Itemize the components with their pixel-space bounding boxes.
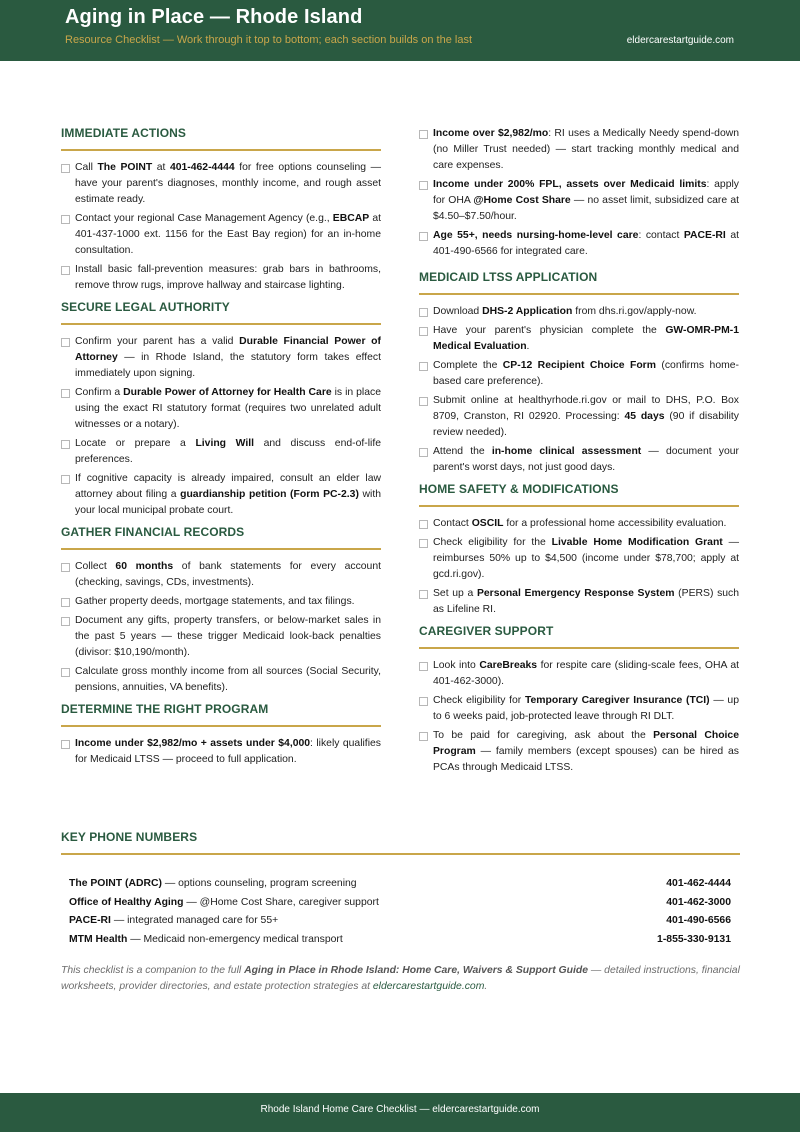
checklist-section	[419, 624, 739, 776]
contact-name: The POINT (ADRC)	[69, 878, 162, 889]
item-text: — reimburses 50% up to $4,500 (income under $78,700; apply at gcd.ri.gov).	[433, 537, 739, 580]
checklist-item	[61, 334, 381, 382]
checkbox[interactable]	[61, 563, 70, 572]
item-text: with your local municipal probate court.	[75, 489, 381, 516]
item-text: Confirm your parent has a valid	[75, 336, 240, 347]
item-text: Locate or prepare a	[75, 438, 196, 449]
item-emphasis: 45 days	[624, 411, 665, 422]
checklist	[419, 304, 739, 476]
item-emphasis: 401-462-4444	[169, 162, 235, 173]
item-text: Look into	[433, 660, 480, 671]
checklist-item	[61, 262, 381, 294]
item-emphasis: CP-12 Recipient Choice Form	[502, 360, 656, 371]
checklist-section	[419, 482, 739, 618]
header-site-link[interactable]: eldercarestartguide.com	[626, 35, 734, 46]
checkbox[interactable]	[61, 475, 70, 484]
item-emphasis: DHS-2 Application	[482, 306, 573, 317]
phone-number[interactable]: 401-462-4444	[666, 878, 731, 889]
checklist	[419, 516, 739, 618]
checkbox[interactable]	[419, 362, 428, 371]
item-text: (confirms home-based care preference).	[433, 360, 739, 387]
phone-contact	[69, 931, 343, 950]
item-emphasis: OSCIL	[471, 518, 504, 529]
checklist-item	[61, 613, 381, 661]
checklist-item	[61, 471, 381, 519]
checklist-item	[419, 693, 739, 725]
page-footer	[0, 1093, 800, 1132]
footer-text: Rhode Island Home Care Checklist — eldercarestartguide.com	[260, 1104, 540, 1115]
checklist	[61, 160, 381, 294]
note-text: .	[484, 981, 488, 992]
item-text: — up to 6 weeks paid, job-protected leave through RI DLT.	[433, 695, 739, 722]
phone-contact	[69, 912, 278, 931]
checklist-item	[61, 559, 381, 591]
item-text: — no asset limit, subsidized care at $4.50–$7.50/hour.	[433, 195, 739, 222]
item-text: from dhs.ri.gov/apply-now.	[572, 306, 697, 317]
phone-row	[69, 875, 731, 894]
checklist-section	[419, 270, 739, 476]
item-emphasis: Age 55+, needs nursing-home-level care	[433, 230, 639, 241]
checklist-item	[419, 444, 739, 476]
checkbox[interactable]	[61, 164, 70, 173]
item-emphasis: Income under 200% FPL, assets over Medicaid limits	[433, 179, 707, 190]
section-title: KEY PHONE NUMBERS	[61, 830, 740, 855]
item-text: Gather property deeds, mortgage statements, and tax filings.	[75, 596, 355, 607]
checklist-section	[61, 525, 381, 696]
phone-number[interactable]: 401-462-3000	[666, 896, 731, 908]
phone-contact	[69, 875, 357, 894]
checkbox[interactable]	[61, 389, 70, 398]
checkbox[interactable]	[419, 539, 428, 548]
item-emphasis: EBCAP	[332, 213, 370, 224]
item-emphasis: Durable Financial Power of Attorney	[75, 336, 381, 363]
item-text: Install basic fall-prevention measures: grab bars in bathrooms, remove throw rugs, improve hallway and staircase lighting.	[75, 264, 381, 291]
item-text: for a professional home accessibility evaluation.	[503, 518, 727, 529]
checkbox[interactable]	[419, 308, 428, 317]
item-emphasis: Income over $2,982/mo	[433, 128, 549, 139]
contact-name: Office of Healthy Aging	[69, 896, 184, 908]
checkbox[interactable]	[419, 732, 428, 741]
item-text: Contact	[433, 518, 472, 529]
checklist-item	[419, 304, 739, 320]
item-text: Document any gifts, property transfers, or below-market sales in the past 5 years — these trigger Medicaid look-back penalties (divisor: $10,190/month).	[75, 615, 381, 658]
phone-number[interactable]: 401-490-6566	[666, 915, 731, 926]
item-text: : apply for OHA	[433, 179, 739, 206]
checklist-item	[419, 658, 739, 690]
item-text: — document your parent's worst days, not just good days.	[433, 446, 739, 473]
section-title: HOME SAFETY & MODIFICATIONS	[419, 482, 739, 507]
section-title: IMMEDIATE ACTIONS	[61, 126, 381, 151]
note-text: This checklist is a companion to the full	[61, 965, 245, 976]
checklist-item	[61, 736, 381, 768]
item-emphasis: PACE-RI	[683, 230, 726, 241]
note-link[interactable]: eldercarestartguide.com	[372, 981, 485, 992]
item-text: Confirm a	[75, 387, 124, 398]
contact-description: — Medicaid non-emergency medical transport	[127, 933, 343, 945]
checklist-item	[419, 228, 739, 260]
item-emphasis: Income under $2,982/mo + assets under $4,000	[75, 738, 311, 749]
companion-note	[61, 963, 740, 995]
checklist-item	[419, 535, 739, 583]
section-title: DETERMINE THE RIGHT PROGRAM	[61, 702, 381, 727]
item-text: Submit online at healthyrhode.ri.gov or mail to DHS, P.O. Box 8709, Cranston, RI 02920. Processing:	[433, 395, 739, 422]
checkbox[interactable]	[419, 232, 428, 241]
checkbox[interactable]	[419, 448, 428, 457]
contact-name: MTM Health	[69, 933, 128, 945]
checklist	[61, 736, 381, 768]
phone-number[interactable]: 1-855-330-9131	[657, 933, 731, 945]
item-text: is in place using the exact RI statutory format (requires two unrelated adult witnesses or a notary).	[75, 387, 381, 430]
section-title: SECURE LEGAL AUTHORITY	[61, 300, 381, 325]
checkbox[interactable]	[419, 327, 428, 336]
item-text: Contact your regional Case Management Agency (e.g.,	[75, 213, 333, 224]
checkbox[interactable]	[419, 697, 428, 706]
phone-contact	[69, 894, 379, 913]
note-guide-title: Aging in Place in Rhode Island: Home Care, Waivers & Support Guide	[244, 965, 588, 976]
contact-description: — integrated managed care for 55+	[110, 915, 279, 926]
checklist-item	[61, 211, 381, 259]
checklist-item	[61, 664, 381, 696]
checklist-section	[61, 126, 381, 294]
item-text: — family members (except spouses) can be hired as PCAs through Medicaid LTSS.	[433, 746, 739, 773]
item-emphasis: Livable Home Modification Grant	[551, 537, 723, 548]
checkbox[interactable]	[61, 668, 70, 677]
item-emphasis: Personal Choice Program	[433, 730, 739, 757]
checklist-item	[61, 594, 381, 610]
item-text: Download	[433, 306, 483, 317]
item-text: at 401-490-6566 for integrated care.	[433, 230, 739, 257]
program-options-continued	[419, 126, 739, 260]
checkbox[interactable]	[419, 520, 428, 529]
item-text: at 401-437-1000 ext. 1156 for the East Bay region) for an in-home consultation.	[75, 213, 381, 256]
checkbox[interactable]	[419, 397, 428, 406]
contact-name: PACE-RI	[69, 915, 111, 926]
checklist-item	[419, 586, 739, 618]
checklist-item	[419, 393, 739, 441]
item-text: Complete the	[433, 360, 503, 371]
checklist	[61, 559, 381, 696]
item-text: Collect	[75, 561, 116, 572]
item-text: Check eligibility for the	[433, 537, 552, 548]
page-header	[0, 0, 800, 61]
item-emphasis: GW-OMR-PM-1 Medical Evaluation	[433, 325, 739, 352]
left-column	[61, 126, 381, 774]
item-emphasis: Durable Power of Attorney for Health Care	[123, 387, 332, 398]
checklist-item	[61, 385, 381, 433]
item-text: If cognitive capacity is already impaired, consult an elder law attorney about filing a	[75, 473, 381, 500]
note-text: — detailed instructions, financial worksheets, provider directories, and estate protection strategies at	[61, 965, 740, 992]
page-title: Aging in Place — Rhode Island	[65, 6, 363, 28]
item-emphasis: 60 months	[115, 561, 174, 572]
checkbox[interactable]	[61, 215, 70, 224]
item-text: at	[152, 162, 170, 173]
checklist-item	[419, 323, 739, 355]
checklist-item	[419, 177, 739, 225]
item-emphasis: in-home clinical assessment	[491, 446, 642, 457]
item-text: Set up a	[433, 588, 477, 599]
item-emphasis: @Home Cost Share	[473, 195, 571, 206]
phone-table	[61, 875, 740, 949]
item-text: Check eligibility for	[433, 695, 525, 706]
page-subtitle: Resource Checklist — Work through it top to bottom; each section builds on the last	[65, 34, 472, 46]
item-text: (PERS) such as Lifeline RI.	[433, 588, 740, 615]
checkbox[interactable]	[61, 440, 70, 449]
checklist-item	[419, 728, 739, 776]
phone-row	[69, 894, 731, 913]
checkbox[interactable]	[419, 181, 428, 190]
phone-row	[69, 931, 731, 950]
key-phone-numbers-section	[61, 830, 740, 995]
section-title: GATHER FINANCIAL RECORDS	[61, 525, 381, 550]
checkbox[interactable]	[419, 590, 428, 599]
checklist-item	[419, 126, 739, 174]
item-text: : likely qualifies for Medicaid LTSS — proceed to full application.	[75, 738, 381, 765]
item-text: .	[526, 341, 530, 352]
contact-description: — @Home Cost Share, caregiver support	[183, 896, 379, 908]
checklist-item	[61, 160, 381, 208]
contact-description: — options counseling, program screening	[161, 878, 357, 889]
item-emphasis: Personal Emergency Response System	[476, 588, 675, 599]
item-text: — in Rhode Island, the statutory form takes effect immediately upon signing.	[75, 352, 381, 379]
section-title: CAREGIVER SUPPORT	[419, 624, 739, 649]
item-text: for free options counseling — have your parent's diagnoses, monthly income, and rough asset estimate ready.	[75, 162, 381, 205]
checklist-item	[419, 358, 739, 390]
phone-row	[69, 912, 731, 931]
checkbox[interactable]	[419, 130, 428, 139]
item-emphasis: guardianship petition (Form PC-2.3)	[180, 489, 359, 500]
checkbox[interactable]	[61, 617, 70, 626]
item-emphasis: Temporary Caregiver Insurance (TCI)	[524, 695, 710, 706]
item-text: Call	[75, 162, 98, 173]
section-title: MEDICAID LTSS APPLICATION	[419, 270, 739, 295]
item-text: To be paid for caregiving, ask about the	[433, 730, 654, 741]
item-text: Have your parent's physician complete the	[433, 325, 666, 336]
checklist-item	[61, 436, 381, 468]
checkbox[interactable]	[419, 662, 428, 671]
checkbox[interactable]	[61, 266, 70, 275]
item-text: Attend the	[433, 446, 492, 457]
checklist-item	[419, 516, 739, 532]
checklist	[61, 334, 381, 519]
checkbox[interactable]	[61, 598, 70, 607]
checklist-section	[61, 702, 381, 768]
item-text: Calculate gross monthly income from all sources (Social Security, pensions, annuities, VA benefits).	[75, 666, 381, 693]
right-column	[419, 126, 739, 782]
item-text: of bank statements for every account (checking, savings, CDs, investments).	[75, 561, 381, 588]
checklist	[419, 658, 739, 776]
item-text: (90 if disability review needed).	[433, 411, 739, 438]
item-emphasis: Living Will	[195, 438, 255, 449]
item-emphasis: The POINT	[97, 162, 153, 173]
checkbox[interactable]	[61, 740, 70, 749]
item-text: : RI uses a Medically Needy spend-down (no Miller Trust needed) — start tracking monthly medical and care expenses.	[433, 128, 740, 171]
checkbox[interactable]	[61, 338, 70, 347]
item-emphasis: CareBreaks	[479, 660, 538, 671]
item-text: for respite care (sliding-scale fees, OHA at 401-462-3000).	[433, 660, 739, 687]
checklist-section	[61, 300, 381, 519]
item-text: : contact	[638, 230, 684, 241]
item-text: and discuss end-of-life preferences.	[75, 438, 382, 465]
